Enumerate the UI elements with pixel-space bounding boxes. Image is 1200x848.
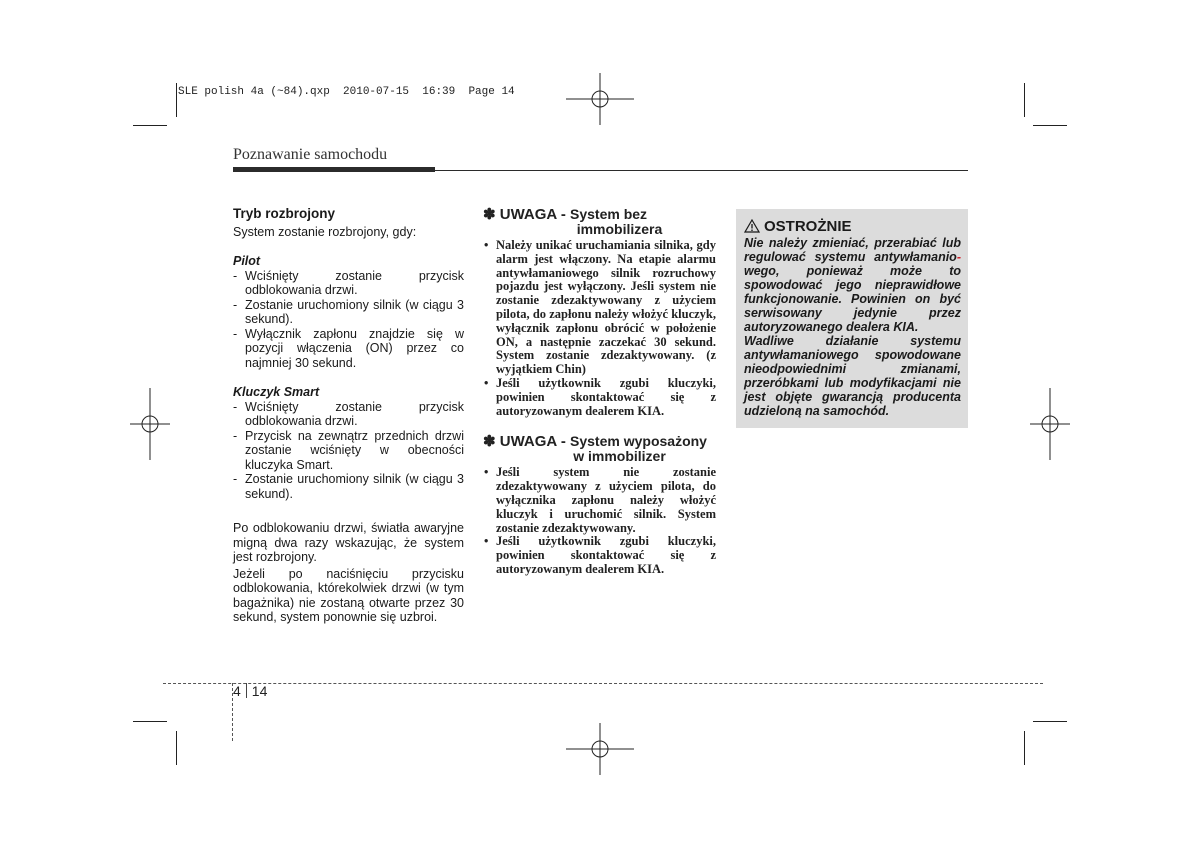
registration-mark-icon — [1030, 388, 1070, 460]
crop-mark — [1024, 731, 1025, 765]
page-number-value: 14 — [251, 683, 268, 699]
section-title: Poznawanie samochodu — [233, 146, 388, 163]
caution-box — [736, 209, 968, 428]
registration-mark-icon — [130, 388, 170, 460]
footer-dashed-rule — [163, 683, 1043, 684]
caution-text: Wadliwe działanie systemu antywłamaniowego spowodowane nieodpowiednimi zmianami, przeróbkami lub modyfikacjami nie jest objęte gwarancją producenta udzieloną na samochód. — [744, 334, 961, 418]
chapter-number: 4 — [233, 683, 241, 699]
note-title-b: w immobilizer — [573, 448, 666, 465]
note-title-a: System wyposażony — [570, 433, 707, 450]
header-rule-thick — [233, 167, 435, 172]
registration-mark-icon — [566, 723, 634, 775]
list-item: - Zostanie uruchomiony silnik (w ciągu 3 sekund). — [233, 298, 464, 327]
caution-title-text: OSTROŻNIE — [764, 218, 852, 235]
note-list — [483, 466, 716, 576]
disarm-heading: Tryb rozbrojony — [233, 206, 336, 221]
note-title — [483, 207, 716, 237]
list-item: - Przycisk na zewnątrz przednich drzwi zostanie wciśnięty w obecności kluczyka Smart. — [233, 429, 464, 473]
list-item: • Jeśli użytkownik zgubi kluczyki, powinien skontaktować się z autoryzowanym dealerem KIA. — [483, 535, 716, 576]
header-rule-thin — [435, 170, 968, 171]
note-title — [483, 434, 716, 464]
crop-mark — [176, 83, 177, 117]
caution-hyphen: - — [956, 250, 961, 264]
note-marker: ✽ UWAGA - — [483, 206, 571, 223]
crop-mark — [1024, 83, 1025, 117]
crop-mark — [133, 721, 167, 722]
crop-mark — [176, 731, 177, 765]
registration-mark-icon — [566, 73, 634, 125]
list-item: - Wyłącznik zapłonu znajdzie się w pozycji włączenia (ON) przez co najmniej 30 sekund. — [233, 327, 464, 371]
list-item: - Zostanie uruchomiony silnik (w ciągu 3 sekund). — [233, 472, 464, 501]
crop-mark — [1033, 721, 1067, 722]
list-item: - Wciśnięty zostanie przycisk odblokowania drzwi. — [233, 400, 464, 429]
pilot-list — [233, 269, 464, 371]
crop-mark — [1033, 125, 1067, 126]
note-title-b: immobilizera — [576, 221, 663, 237]
notes-column — [483, 207, 716, 577]
list-item: - Wciśnięty zostanie przycisk odblokowania drzwi. — [233, 269, 464, 298]
caution-text: wego, ponieważ może to spowodować jego nieprawidłowe funkcjonowanie. Powinien on być serwisowany jedynie przez autoryzowanego dealera KIA. — [744, 264, 961, 334]
page-number-divider — [246, 683, 247, 698]
disarm-mode-column — [233, 207, 464, 625]
rearm-paragraph: Jeżeli po naciśnięciu przycisku odblokowania, którekolwiek drzwi (w tym bagażnika) nie zostaną otwarte przez 30 sekund, system ponownie się uzbroi. — [233, 566, 464, 624]
disarm-intro: System zostanie rozbrojony, gdy: — [233, 224, 417, 239]
note-marker: ✽ UWAGA - — [483, 433, 571, 451]
caution-title — [744, 218, 852, 235]
list-item: • Jeśli użytkownik zgubi kluczyki, powinien skontaktować się z autoryzowanym dealerem KIA. — [483, 377, 716, 418]
smart-key-label: Kluczyk Smart — [233, 385, 320, 399]
hazard-lights-paragraph: Po odblokowaniu drzwi, światła awaryjne migną dwa razy wskazując, że system jest rozbrojony. — [233, 521, 464, 564]
print-slug: SLE polish 4a (~84).qxp 2010-07-15 16:39 Page 14 — [178, 86, 515, 98]
page-number — [233, 683, 267, 699]
caution-text: Nie należy zmieniać, przerabiać lub regulować systemu antywłamanio — [744, 236, 961, 264]
note-list — [483, 239, 716, 418]
list-item: • Należy unikać uruchamiania silnika, gdy alarm jest włączony. Na etapie alarmu antywłamaniowego silnik rozruchowy pojazdu jest wyłączony. Jeśli system nie zostanie zdezaktywowany z użyciem pilota, do zapłonu należy włożyć kluczyk, wyłącznik zapłonu obrócić w położenie ON, a następnie zaczekać 30 sekund. System zostanie zdezaktywowany. (z wyjątkiem Chin) — [483, 239, 716, 377]
pilot-label: Pilot — [233, 254, 261, 268]
smart-key-list — [233, 400, 464, 502]
crop-mark — [133, 125, 167, 126]
list-item: • Jeśli system nie zostanie zdezaktywowany z użyciem pilota, do wyłącznika zapłonu należy włożyć kluczyk i uruchomić silnik. System zostanie zdezaktywowany. — [483, 466, 716, 535]
warning-triangle-icon — [744, 219, 760, 233]
note-title-a: System bez — [570, 206, 648, 222]
caution-body — [744, 236, 961, 418]
